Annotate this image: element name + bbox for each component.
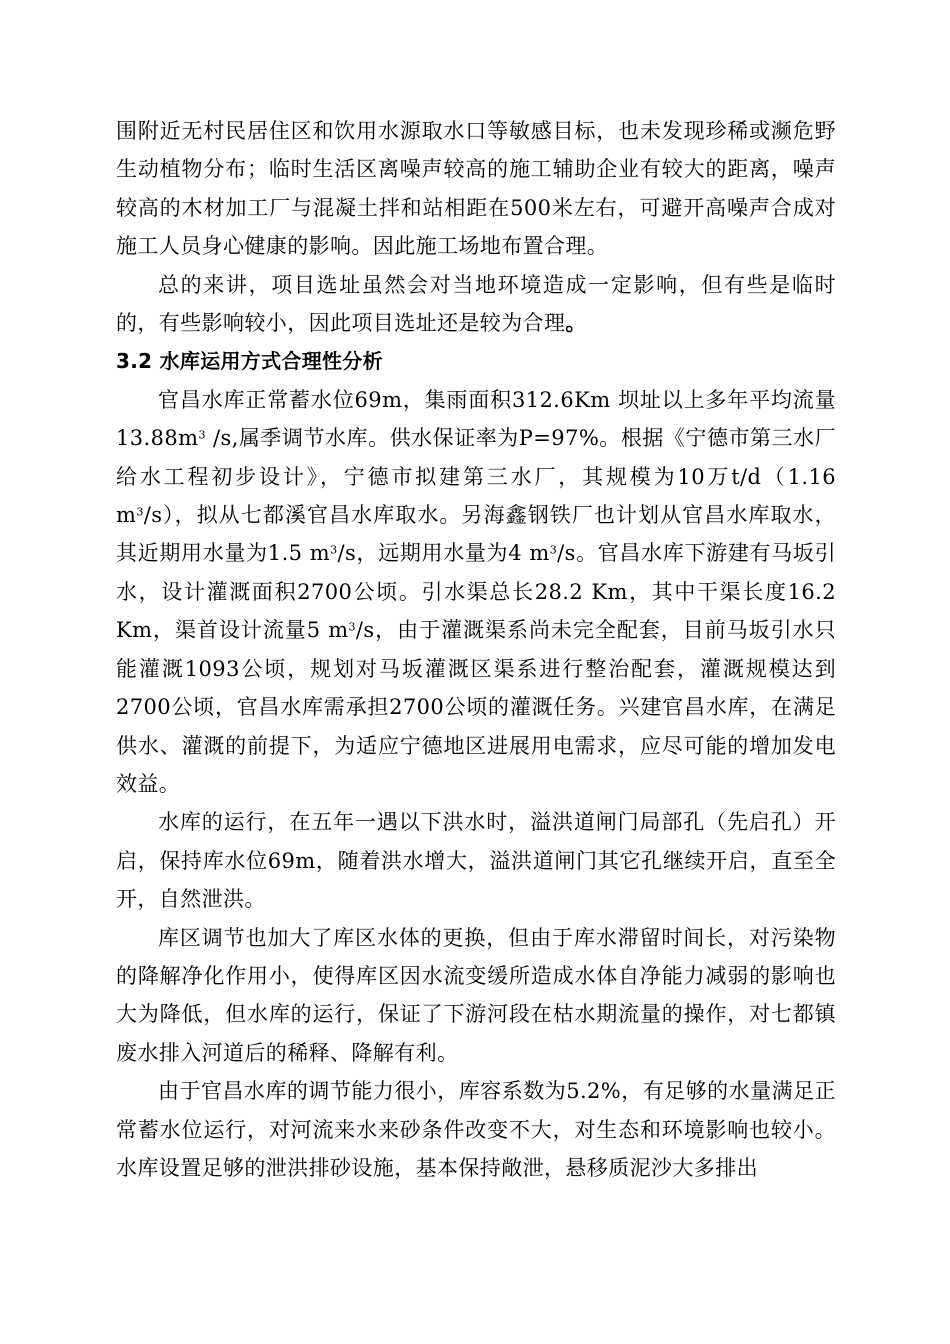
text-segment: 官昌水库正常蓄水位69m，集雨面积312.6Km 坝址以上多年平均流量13.88m (116, 387, 836, 451)
text-segment: /s,属季调节水库。供水保证率为P=97%。根据《宁德市第三水厂给水工程初步设计》，宁德市拟建第三水厂，其规模为10万t/d（1.16 m (116, 426, 836, 528)
text-segment: /s，远期用水量为4 m (337, 541, 550, 566)
superscript: 3 (348, 620, 356, 634)
paragraph-site-layout: 围附近无村民居住区和饮用水源取水口等敏感目标，也未发现珍稀或濒危野生动植物分布；临时生活区离噪声较高的施工辅助企业有较大的距离，噪声较高的木材加工厂与混凝土拌和站相距在500米左右，可避开高噪声合成对施工人员身心健康的影响。因此施工场地布置合理。 (116, 119, 836, 259)
section-heading-3-2: 3.2 水库运用方式合理性分析 (116, 349, 383, 374)
paragraph-reservoir-operation: 水库的运行，在五年一遇以下洪水时，溢洪道闸门局部孔（先启孔）开启，保持库水位69m，随着洪水增大，溢洪道闸门其它孔继续开启，直至全开，自然泄洪。 (116, 810, 836, 912)
paragraph-site-summary (116, 266, 836, 343)
superscript: 3 (136, 505, 144, 519)
paragraph-site-summary-text: 总的来讲，项目选址虽然会对当地环境造成一定影响，但有些是临时的，有些影响较小，因此项目选址还是较为合理 (116, 272, 836, 336)
text-segment: /s。官昌水库下游建有马坂引水，设计灌溉面积2700公顷。引水渠总长28.2 Km，其中干渠长度16.2 Km，渠首设计流量5 m (116, 541, 836, 643)
paragraph-sediment: 由于官昌水库的调节能力很小，库容系数为5.2%，有足够的水量满足正常蓄水位运行，对河流来水来砂条件改变不大，对生态和环境影响也较小。水库设置足够的泄洪排砂设施，基本保持敞泄，悬移质泥沙大多排出 (116, 1079, 836, 1180)
paragraph-reservoir-overview (116, 381, 836, 803)
paragraph-reservoir-regulation: 库区调节也加大了库区水体的更换，但由于库水滞留时间长，对污染物的降解净化作用小，使得库区因水流变缓所造成水体自净能力减弱的影响也大为降低，但水库的运行，保证了下游河段在枯水期流量的操作，对七都镇废水排入河道后的稀释、降解有利。 (116, 925, 836, 1065)
superscript: 3 (198, 428, 206, 442)
superscript: 3 (549, 543, 558, 557)
superscript: 3 (330, 543, 338, 557)
text-segment: /s，由于灌溉渠系尚未完全配套，目前马坂引水只能灌溉1093公顷，规划对马坂灌溉区渠系进行整治配套，灌溉规模达到2700公顷，官昌水库需承担2700公顷的灌溉任务。兴建官昌水库，在满足供水、灌溉的前提下，为适应宁德地区进展用电需求，应尽可能的增加发电效益。 (116, 618, 836, 796)
text-segment: /s），拟从七都溪官昌水库取水。另海鑫钢铁厂也计划从官昌水库取水，其近期用水量为1.5 m (116, 503, 836, 566)
paragraph-site-summary-period: 。 (565, 310, 587, 336)
